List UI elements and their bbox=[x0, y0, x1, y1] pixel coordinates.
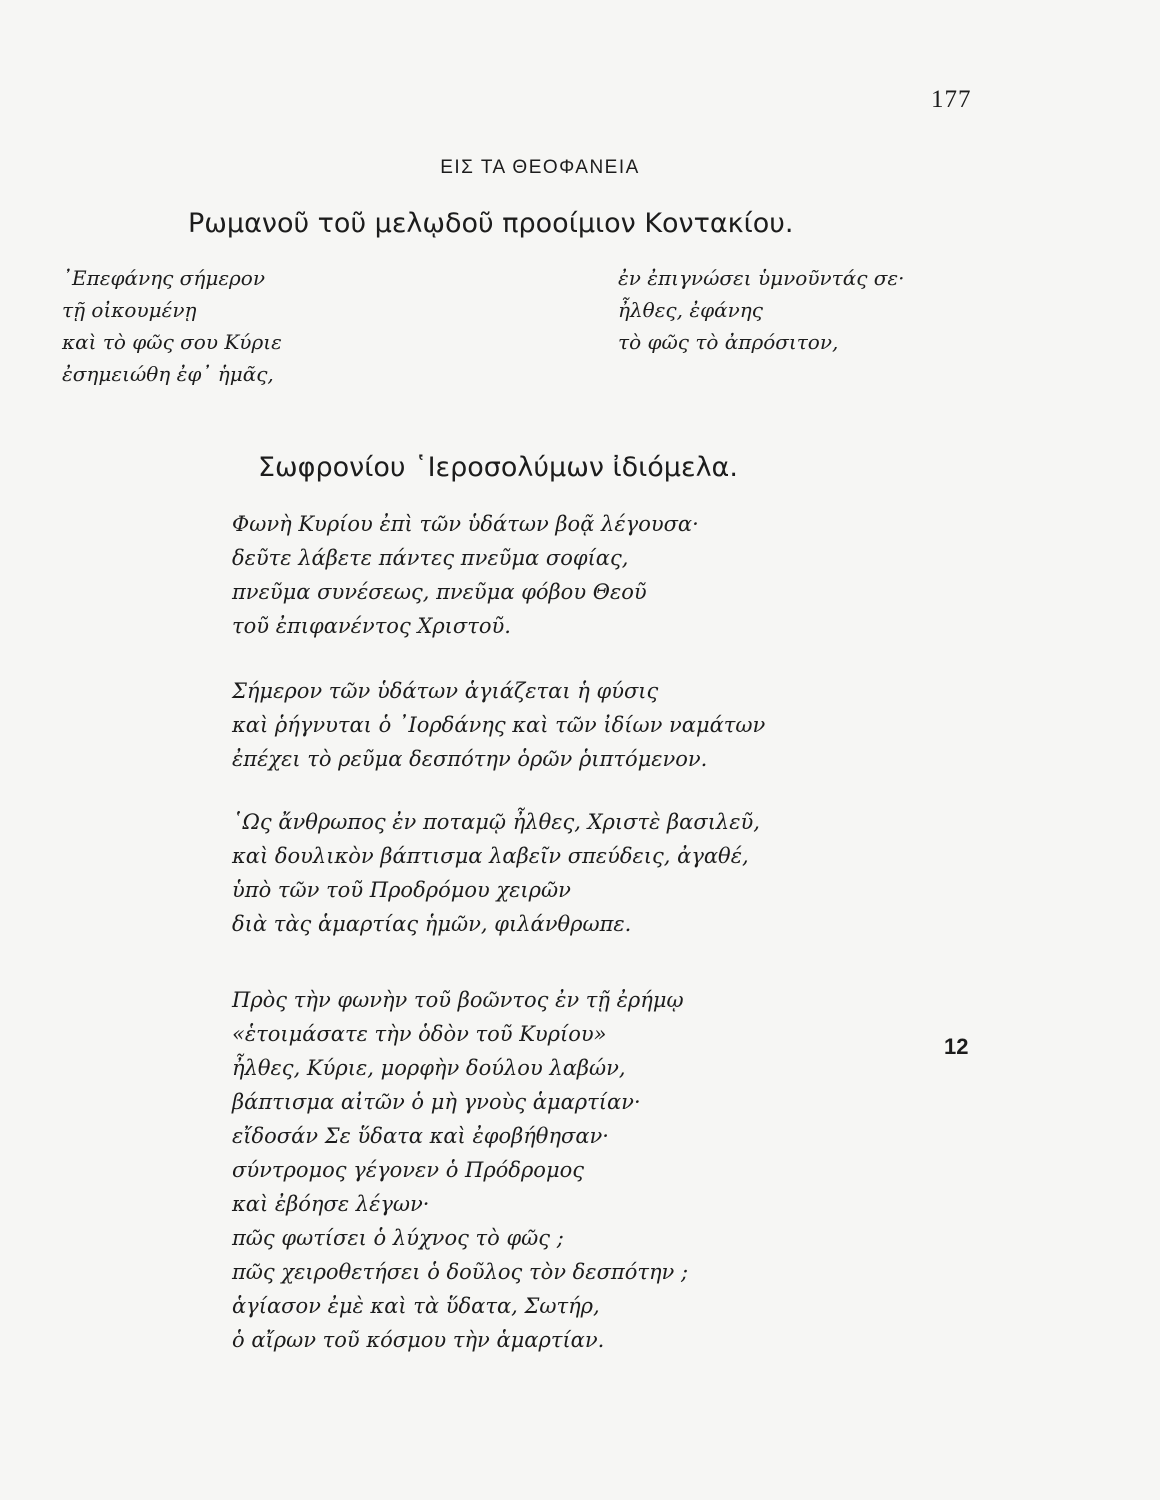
verse-line: σύντρομος γέγονεν ὁ Πρόδρομος bbox=[232, 1158, 584, 1182]
verse-line: ἐπέχει τὸ ρεῦμα δεσπότην ὁρῶν ῥιπτόμενον. bbox=[232, 747, 708, 771]
page-number: 177 bbox=[931, 86, 972, 113]
verse-line: πνεῦμα συνέσεως, πνεῦμα φόβου Θεοῦ bbox=[232, 580, 647, 604]
stanza-3 bbox=[232, 805, 760, 941]
hymn2-title: Σωφρονίου ῾Ιεροσολύμων ἰδιόμελα. bbox=[258, 452, 738, 483]
verse-line: ὑπὸ τῶν τοῦ Προδρόμου χειρῶν bbox=[232, 878, 571, 902]
verse-line: καὶ δουλικὸν βάπτισμα λαβεῖν σπεύδεις, ἀγαθέ, bbox=[232, 844, 749, 868]
verse-line: ὁ αἴρων τοῦ κόσμου τὴν ἁμαρτίαν. bbox=[232, 1328, 605, 1352]
verse-line: βάπτισμα αἰτῶν ὁ μὴ γνοὺς ἁμαρτίαν· bbox=[232, 1090, 641, 1114]
verse-line: ἦλθες, Κύριε, μορφὴν δούλου λαβών, bbox=[232, 1056, 626, 1080]
signature-mark: 12 bbox=[944, 1034, 969, 1059]
verse-line: διὰ τὰς ἁμαρτίας ἡμῶν, φιλάνθρωπε. bbox=[232, 912, 632, 936]
verse-line: ἐσημειώθη ἐφ᾿ ἡμᾶς, bbox=[62, 362, 274, 386]
verse-line: ἐν ἐπιγνώσει ὑμνοῦντάς σε· bbox=[618, 266, 905, 290]
verse-line: ἁγίασον ἐμὲ καὶ τὰ ὕδατα, Σωτήρ, bbox=[232, 1294, 600, 1318]
verse-line: πῶς φωτίσει ὁ λύχνος τὸ φῶς ; bbox=[232, 1226, 564, 1250]
verse-line: τῇ οἰκουμένῃ bbox=[62, 298, 197, 322]
verse-line: ἦλθες, ἐφάνης bbox=[618, 298, 763, 322]
verse-line: καὶ ἐβόησε λέγων· bbox=[232, 1192, 430, 1216]
section-heading: ΕΙΣ ΤΑ ΘΕΟΦΑΝΕΙΑ bbox=[440, 157, 640, 178]
verse-line: ῾Ως ἄνθρωπος ἐν ποταμῷ ἦλθες, Χριστὲ βασιλεῦ, bbox=[232, 810, 760, 834]
verse-line: καὶ ῥήγνυται ὁ ᾿Ιορδάνης καὶ τῶν ἰδίων ναμάτων bbox=[232, 713, 766, 737]
verse-line: Φωνὴ Κυρίου ἐπὶ τῶν ὑδάτων βοᾷ λέγουσα· bbox=[232, 512, 699, 536]
verse-line: ᾿Επεφάνης σήμερον bbox=[62, 266, 266, 290]
verse-line: δεῦτε λάβετε πάντες πνεῦμα σοφίας, bbox=[232, 546, 629, 570]
hymn1-left-column bbox=[62, 262, 282, 390]
verse-line: καὶ τὸ φῶς σου Κύριε bbox=[62, 330, 282, 354]
verse-line: τὸ φῶς τὸ ἀπρόσιτον, bbox=[618, 330, 839, 354]
verse-line: Σήμερον τῶν ὑδάτων ἁγιάζεται ἡ φύσις bbox=[232, 679, 659, 703]
verse-line: Πρὸς τὴν φωνὴν τοῦ βοῶντος ἐν τῇ ἐρήμῳ bbox=[232, 988, 684, 1012]
verse-line: εἴδοσάν Σε ὕδατα καὶ ἐφοβήθησαν· bbox=[232, 1124, 609, 1148]
verse-line: πῶς χειροθετήσει ὁ δοῦλος τὸν δεσπότην ; bbox=[232, 1260, 689, 1284]
stanza-2 bbox=[232, 674, 765, 776]
hymn1-right-column bbox=[618, 262, 905, 358]
stanza-1 bbox=[232, 507, 699, 643]
verse-line: τοῦ ἐπιφανέντος Χριστοῦ. bbox=[232, 614, 511, 638]
verse-line: «ἑτοιμάσατε τὴν ὁδὸν τοῦ Κυρίου» bbox=[232, 1022, 607, 1046]
stanza-4 bbox=[232, 983, 688, 1357]
hymn1-title: Ρωμανοῦ τοῦ μελῳδοῦ προοίμιον Κοντακίου. bbox=[188, 208, 794, 239]
